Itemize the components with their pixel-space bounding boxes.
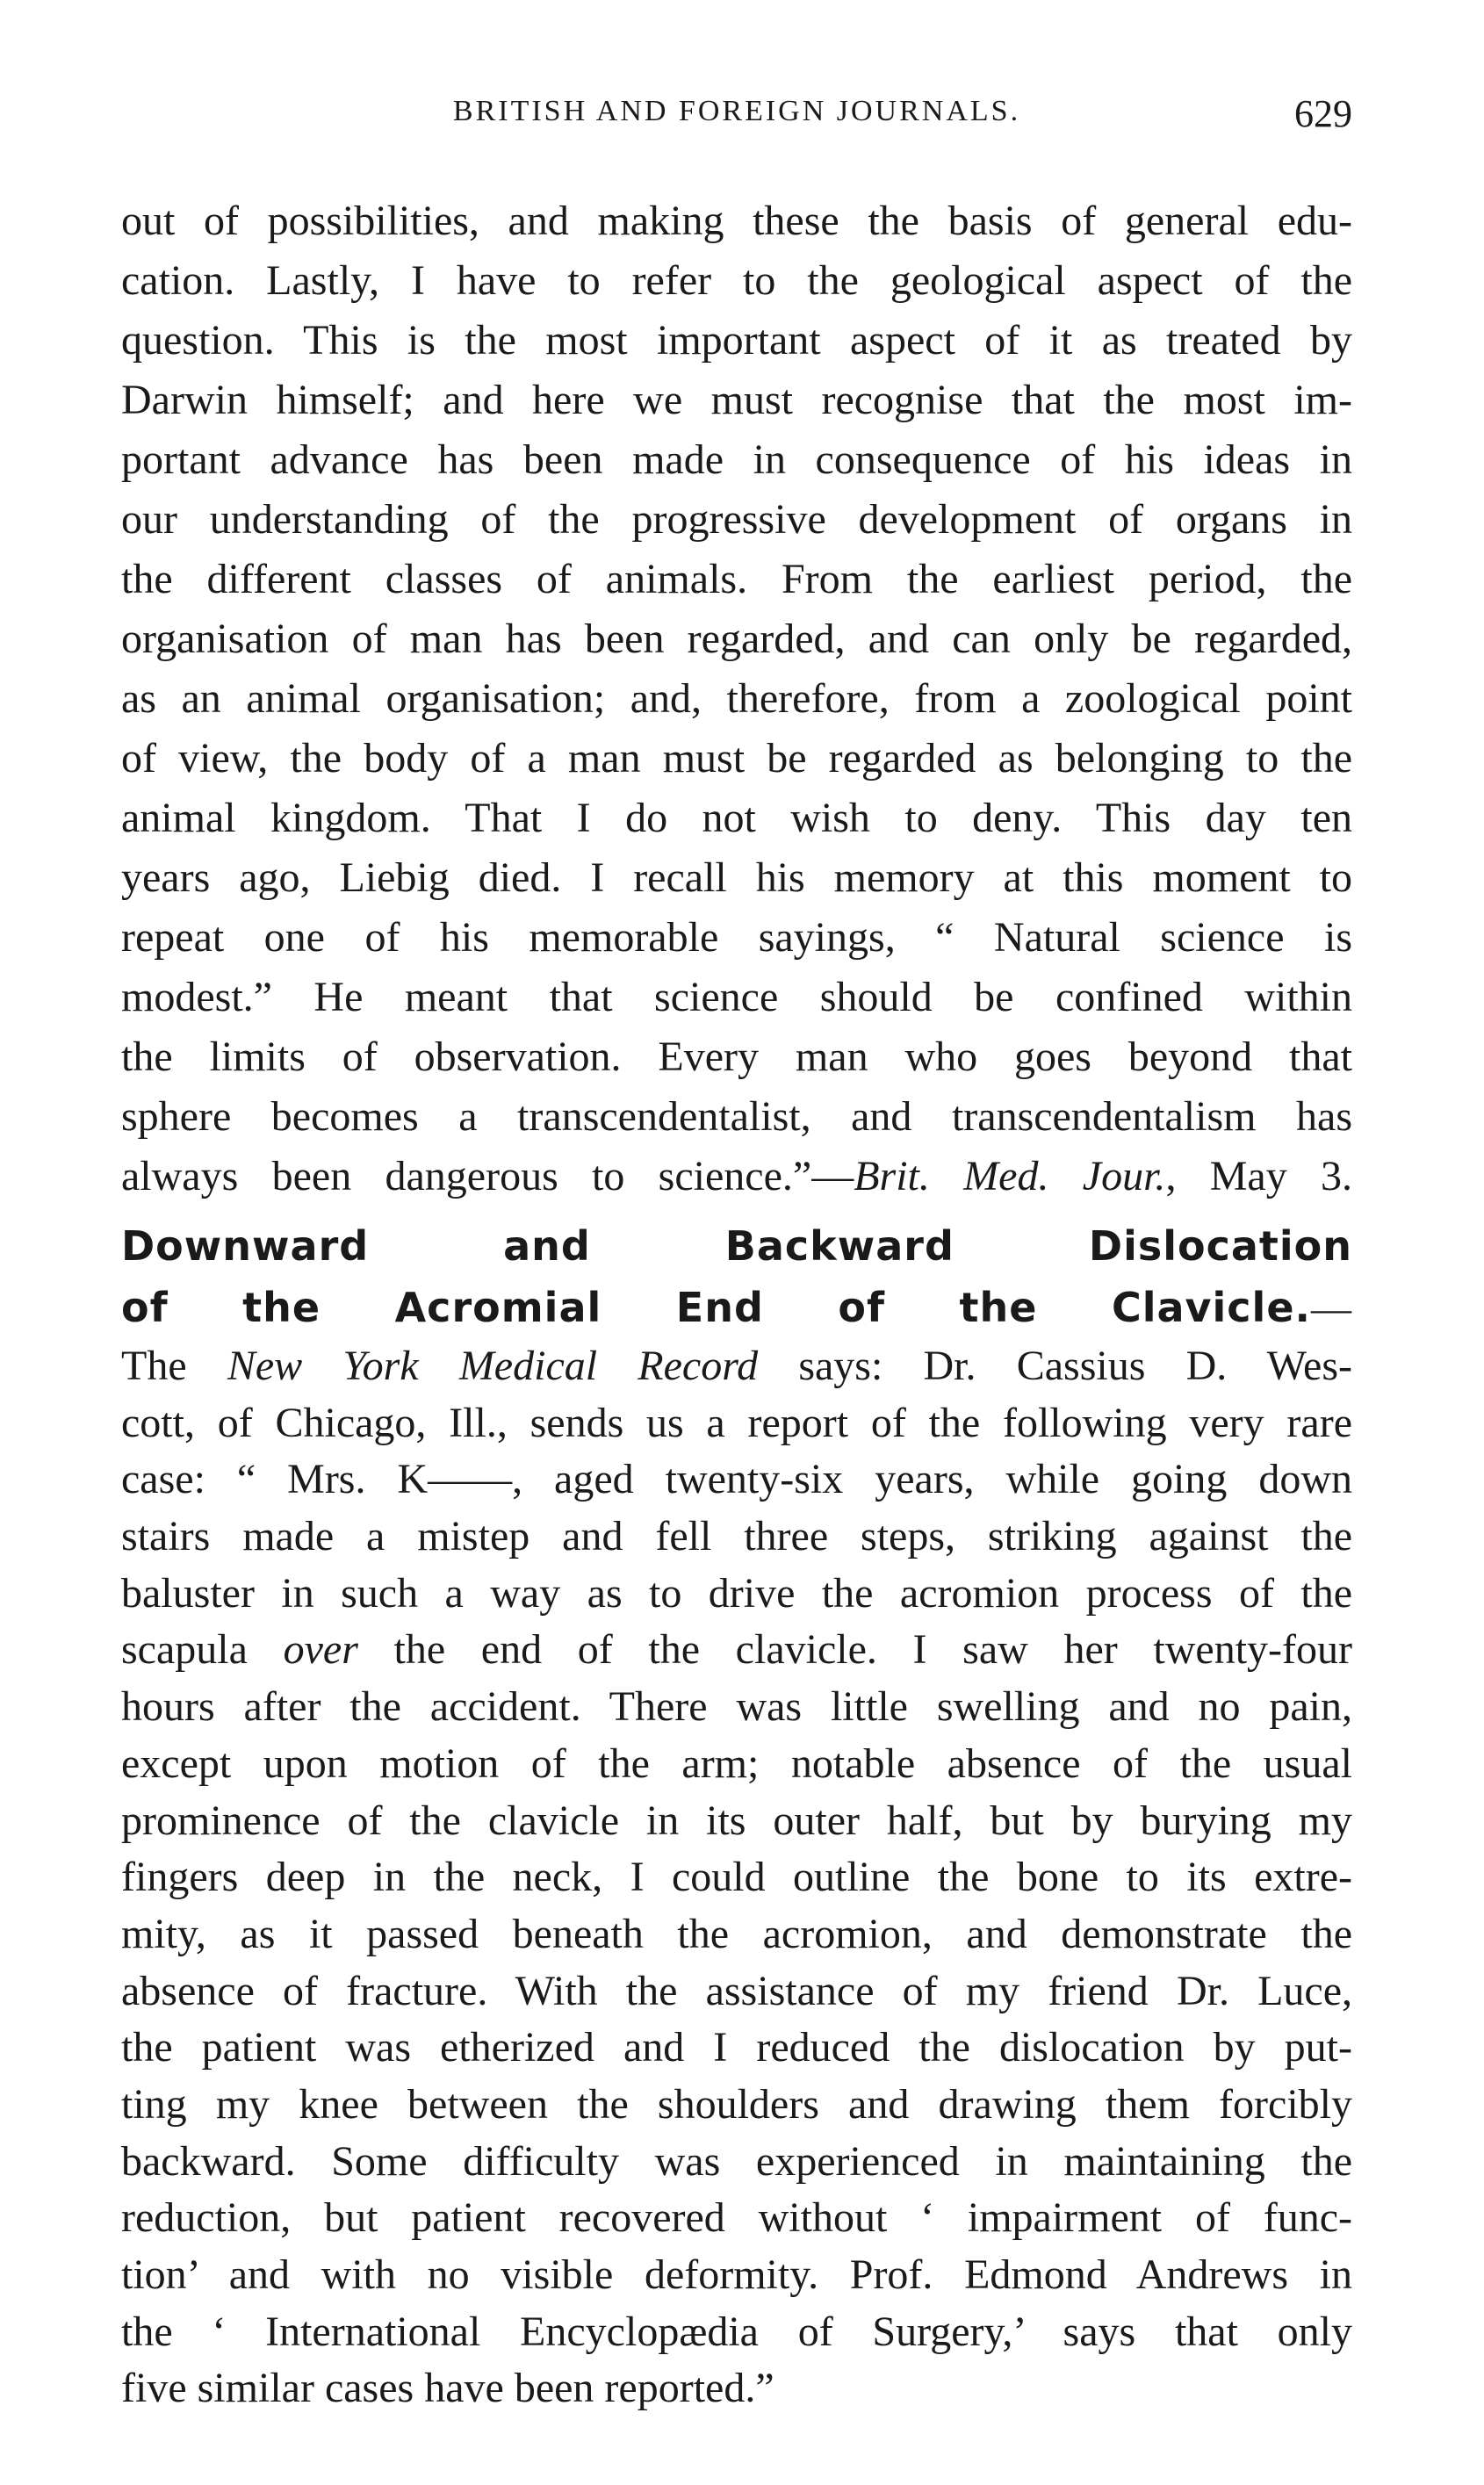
text-line: sphere becomes a transcendentalist, and transcendentalism has	[121, 1093, 1352, 1140]
journal-citation: Brit. Med. Jour.	[854, 1153, 1166, 1199]
article-heading	[121, 1215, 1352, 1338]
text-line: out of possibilities, and making these the basis of general edu-	[121, 198, 1352, 244]
heading-line	[121, 1277, 1352, 1338]
text-line: the limits of observation. Every man who goes beyond that	[121, 1034, 1352, 1080]
text-line: mity, as it passed beneath the acromion, and demonstrate the	[121, 1910, 1352, 1957]
text-block	[121, 191, 1352, 2417]
text-line: reduction, but patient recovered without ‘ impairment of func-	[121, 2194, 1352, 2242]
heading-text: of the Acromial End of the Clavicle.	[121, 1284, 1311, 1331]
text-line: ting my knee between the shoulders and drawing them forcibly	[121, 2080, 1352, 2128]
text-fragment: The	[121, 1343, 227, 1389]
text-line: portant advance has been made in consequence of his ideas in	[121, 436, 1352, 483]
text-line-with-emphasis	[121, 1622, 1352, 1679]
page-number: 629	[1294, 92, 1352, 135]
text-line: repeat one of his memorable sayings, “ Natural science is	[121, 914, 1352, 961]
journal-source: New York Medical Record	[227, 1343, 759, 1389]
text-line: absence of fracture. With the assistance of my friend Dr. Luce,	[121, 1967, 1352, 2014]
text-fragment: scapula	[121, 1626, 284, 1674]
text-line: prominence of the clavicle in its outer half, but by burying my	[121, 1797, 1352, 1844]
heading-line: Downward and Backward Dislocation	[121, 1222, 1352, 1270]
text-line: fingers deep in the neck, I could outline the bone to its extre-	[121, 1854, 1352, 1901]
text-line: tion’ and with no visible deformity. Prof. Edmond Andrews in	[121, 2251, 1352, 2298]
text-line: organisation of man has been regarded, and can only be regarded,	[121, 616, 1352, 662]
text-line: backward. Some difficulty was experienced in maintaining the	[121, 2137, 1352, 2185]
text-line: hours after the accident. There was little swelling and no pain,	[121, 1683, 1352, 1731]
text-fragment: says: Dr. Cassius D. Wes-	[758, 1343, 1353, 1389]
text-line: five similar cases have been reported.”	[121, 2365, 774, 2412]
text-line: question. This is the most important aspect of it as treated by	[121, 317, 1352, 364]
text-line: of view, the body of a man must be regarded as belonging to the	[121, 735, 1352, 782]
text-fragment: , May 3.	[1165, 1153, 1353, 1199]
text-line: years ago, Liebig died. I recall his memory at this moment to	[121, 854, 1352, 901]
running-head	[121, 92, 1352, 148]
text-line: except upon motion of the arm; notable absence of the usual	[121, 1740, 1352, 1787]
emphasized-word: over	[283, 1626, 358, 1674]
text-line: baluster in such a way as to drive the acromion process of the	[121, 1569, 1352, 1617]
article-body	[121, 1338, 1352, 2417]
text-line: the patient was etherized and I reduced the dislocation by put-	[121, 2024, 1352, 2071]
text-line: cation. Lastly, I have to refer to the geological aspect of the	[121, 257, 1352, 304]
text-line: cott, of Chicago, Ill., sends us a report of the following very rare	[121, 1399, 1352, 1446]
text-line-with-citation	[121, 1147, 1352, 1206]
text-line: modest.” He meant that science should be confined within	[121, 974, 1352, 1020]
text-fragment: always been dangerous to science.”—	[121, 1153, 854, 1199]
text-line: stairs made a mistep and fell three steps, striking against the	[121, 1513, 1352, 1560]
text-line-with-source	[121, 1338, 1352, 1395]
running-title: BRITISH AND FOREIGN JOURNALS.	[452, 95, 1021, 127]
text-line: animal kingdom. That I do not wish to deny. This day ten	[121, 795, 1352, 841]
text-line: case: “ Mrs. K——, aged twenty-six years, while going down	[121, 1456, 1352, 1503]
text-line: the ‘ International Encyclopædia of Surgery,’ says that only	[121, 2308, 1352, 2355]
text-fragment: the end of the clavicle. I saw her twenty-four	[357, 1626, 1352, 1674]
paragraph-continuation	[121, 191, 1352, 1206]
text-line: our understanding of the progressive development of organs in	[121, 496, 1352, 543]
heading-dash: —	[1311, 1286, 1352, 1330]
text-line: Darwin himself; and here we must recognise that the most im-	[121, 377, 1352, 423]
text-line: the different classes of animals. From the earliest period, the	[121, 556, 1352, 602]
text-line: as an animal organisation; and, therefore, from a zoological point	[121, 675, 1352, 722]
